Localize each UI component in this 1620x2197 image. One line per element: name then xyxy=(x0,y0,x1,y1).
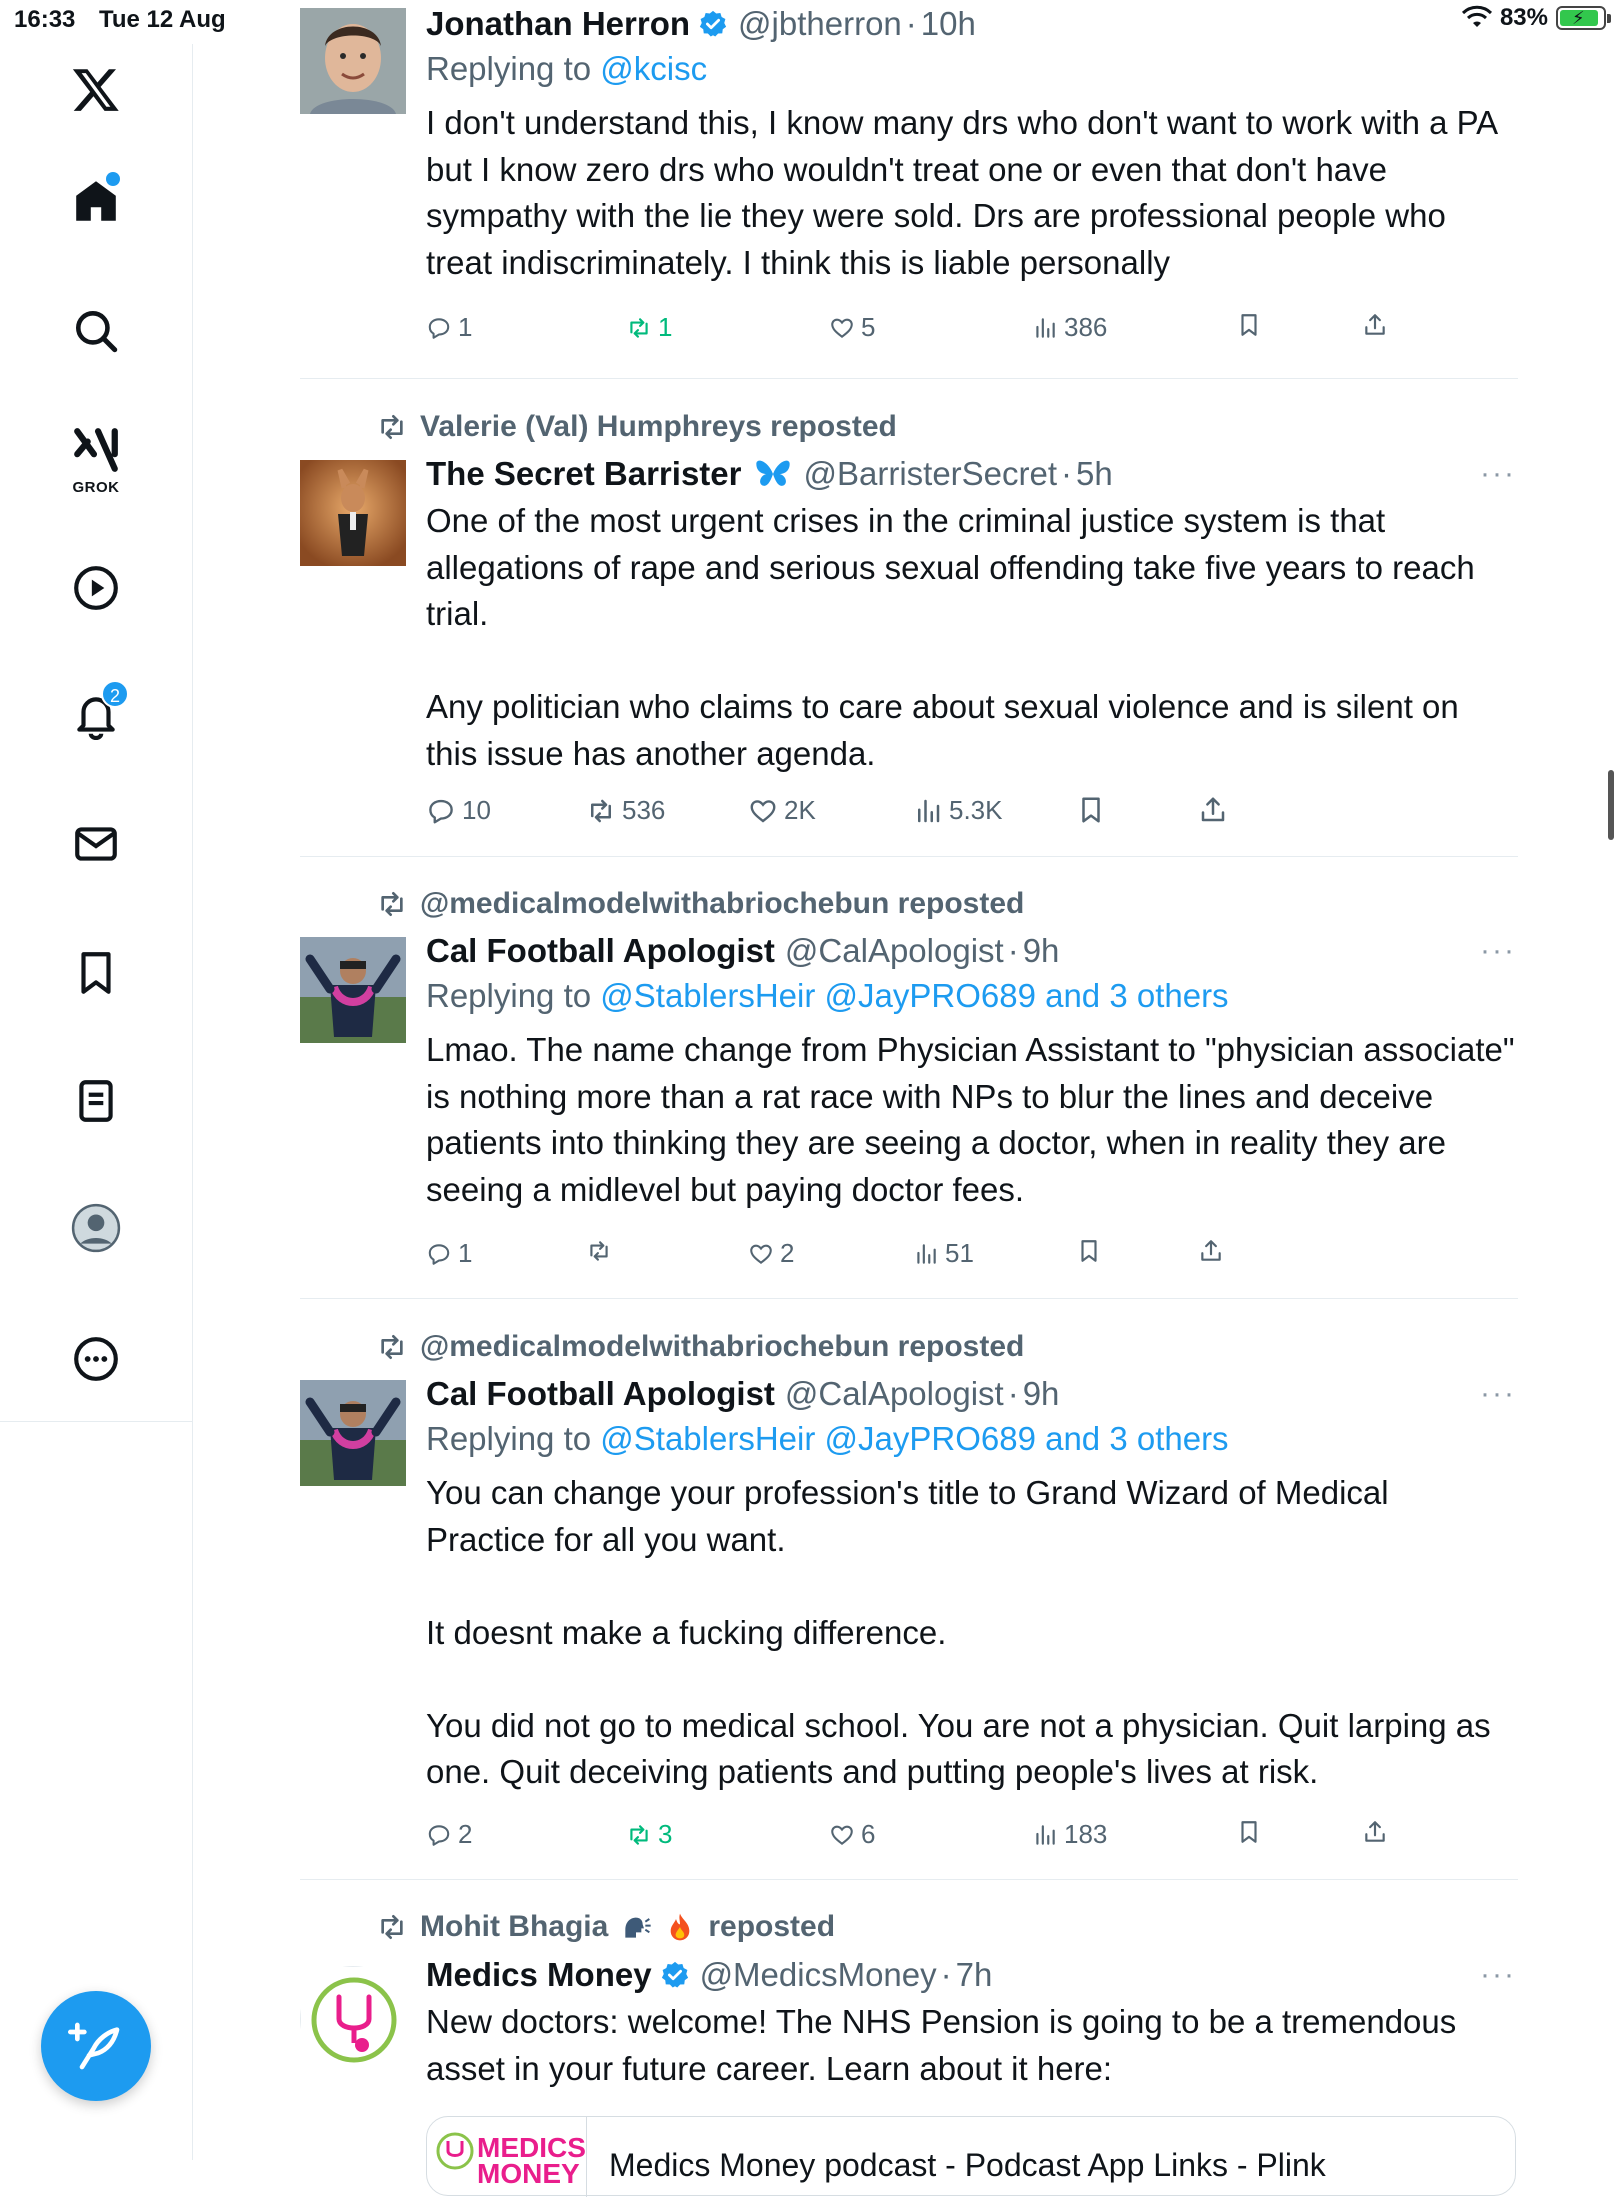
bookmark-icon xyxy=(1236,1819,1262,1845)
reply-button[interactable] xyxy=(426,1819,472,1850)
repost-by-text: @medicalmodelwithabriochebun reposted xyxy=(420,1330,1025,1363)
views-count: 183 xyxy=(1064,1819,1108,1849)
link-preview-title: Medics Money podcast - Podcast App Links - Plink xyxy=(609,2147,1326,2183)
share-button[interactable] xyxy=(1362,1819,1388,1845)
scrollbar[interactable] xyxy=(1608,770,1614,840)
nav-profile[interactable] xyxy=(57,1189,135,1267)
dot-separator: · xyxy=(940,1956,952,1993)
author-handle[interactable]: @CalApologist xyxy=(784,932,1004,969)
nav-search[interactable] xyxy=(57,292,135,370)
repost-count: 1 xyxy=(658,312,673,342)
dot-separator: · xyxy=(1007,1375,1019,1412)
nav-home[interactable] xyxy=(57,162,135,240)
x-logo-button[interactable] xyxy=(57,50,135,128)
nav-messages[interactable] xyxy=(57,805,135,883)
avatar[interactable] xyxy=(300,8,406,114)
search-icon xyxy=(71,306,121,356)
tweet-divider xyxy=(300,856,1518,857)
sidebar-divider xyxy=(192,1422,193,2160)
repost-button[interactable] xyxy=(586,1238,618,1264)
post-time[interactable]: 9h xyxy=(1022,1375,1060,1412)
repost-by-text: Valerie (Val) Humphreys reposted xyxy=(420,410,897,443)
replying-prefix: Replying to xyxy=(426,977,601,1014)
more-options-button[interactable]: ··· xyxy=(1480,1377,1516,1410)
tweet-text: Lmao. The name change from Physician Assistant to "physician associate" is nothing more than a rat race with NPs to blur the lines and deceive patients into thinking they are seeing a doctor, when in reality they are seeing a midlevel but paying doctor fees. xyxy=(426,1031,1524,1208)
avatar-cal-football-apologist xyxy=(300,1380,406,1486)
list-icon xyxy=(71,1076,121,1126)
views-button[interactable] xyxy=(1032,1819,1107,1850)
reply-icon xyxy=(426,315,452,341)
bookmark-icon xyxy=(71,948,121,998)
nav-notifications[interactable] xyxy=(57,676,135,754)
nav-bookmarks[interactable] xyxy=(57,934,135,1012)
nav-grok[interactable] xyxy=(57,418,135,504)
repost-button[interactable] xyxy=(626,312,672,343)
share-icon xyxy=(1198,1238,1224,1264)
grok-label: GROK xyxy=(72,479,120,496)
reply-button[interactable] xyxy=(426,1238,472,1269)
views-button[interactable] xyxy=(913,1238,974,1269)
tweet-divider xyxy=(300,1879,1518,1880)
play-icon xyxy=(71,563,121,613)
share-button[interactable] xyxy=(1362,312,1388,338)
link-preview-thumbnail xyxy=(427,2117,587,2197)
butterfly-icon xyxy=(753,457,793,491)
post-time[interactable]: 7h xyxy=(955,1956,993,1993)
more-circle-icon xyxy=(71,1334,121,1384)
tweet-divider xyxy=(300,378,1518,379)
dot-separator: · xyxy=(1007,932,1019,969)
tweet-actions xyxy=(426,1238,1426,1278)
heart-icon xyxy=(829,1822,855,1848)
author-name[interactable]: The Secret Barrister xyxy=(426,455,742,492)
views-count: 386 xyxy=(1064,312,1108,342)
like-button[interactable] xyxy=(829,1819,875,1850)
repost-button[interactable] xyxy=(586,795,665,826)
author-name[interactable]: Cal Football Apologist xyxy=(426,932,775,969)
nav-video[interactable] xyxy=(57,549,135,627)
views-chart-icon xyxy=(913,1241,939,1267)
views-chart-icon xyxy=(1032,315,1058,341)
repost-icon xyxy=(376,888,408,920)
nav-lists[interactable] xyxy=(57,1062,135,1140)
views-count: 51 xyxy=(945,1238,974,1268)
tweet-text: You can change your profession's title to Grand Wizard of Medical Practice for all you want. It doesnt make a fucking difference. You did not go to medical school. You are not a physician. Quit larping as one. Quit deceiving patients and putting people's lives at risk. xyxy=(426,1474,1491,1790)
avatar-cal-football-apologist xyxy=(300,937,406,1043)
repost-context[interactable] xyxy=(376,1330,1024,1364)
author-name[interactable]: Cal Football Apologist xyxy=(426,1375,775,1412)
repost-count: 3 xyxy=(658,1819,673,1849)
like-button[interactable] xyxy=(829,312,875,343)
battery-percent: 83% xyxy=(1499,4,1548,31)
tweet-actions xyxy=(426,312,1426,352)
views-chart-icon xyxy=(1032,1822,1058,1848)
reply-icon xyxy=(426,796,456,826)
repost-icon xyxy=(586,1238,612,1264)
x-logo-icon xyxy=(71,64,121,114)
tweet-4[interactable] xyxy=(426,1374,1516,1796)
bookmark-icon xyxy=(1076,1238,1102,1264)
dot-separator: · xyxy=(1061,455,1073,492)
like-count: 6 xyxy=(861,1819,876,1849)
avatar-medics-money xyxy=(301,1967,407,2073)
tweet-2[interactable] xyxy=(426,454,1516,777)
bookmark-icon xyxy=(1076,795,1106,825)
tweet-text: One of the most urgent crises in the criminal justice system is that allegations of rape and serious sexual offending take five years to reach trial. Any politician who claims to care about sexual violence and is silent on this issue has another agenda. xyxy=(426,502,1475,772)
tweet-actions xyxy=(426,795,1426,835)
compose-feather-icon xyxy=(68,2018,124,2074)
repost-icon xyxy=(626,1822,652,1848)
battery-icon: ⚡ xyxy=(1556,6,1606,30)
avatar-jonathan-herron xyxy=(300,8,406,114)
post-time[interactable]: 10h xyxy=(920,5,976,42)
heart-icon xyxy=(829,315,855,341)
repost-by-text: @medicalmodelwithabriochebun reposted xyxy=(420,887,1025,920)
avatar[interactable] xyxy=(300,937,406,1043)
share-icon xyxy=(1198,795,1228,825)
repost-icon xyxy=(586,796,616,826)
repost-icon xyxy=(376,1331,408,1363)
heart-icon xyxy=(748,796,778,826)
repost-by-text: Mohit Bhagia xyxy=(420,1910,609,1943)
tweet-text: New doctors: welcome! The NHS Pension is going to be a tremendous asset in your future career. Learn about it here: xyxy=(426,2003,1466,2087)
repost-icon xyxy=(626,315,652,341)
views-button[interactable] xyxy=(913,795,1003,826)
share-icon xyxy=(1362,312,1388,338)
fire-emoji-icon xyxy=(664,1911,696,1943)
tweet-actions xyxy=(426,1819,1426,1859)
views-count: 5.3K xyxy=(949,795,1003,825)
replying-to xyxy=(426,971,1516,1021)
repost-count: 536 xyxy=(622,795,666,825)
replying-to-link[interactable]: @kcisc xyxy=(600,50,708,87)
author-name[interactable]: Medics Money xyxy=(426,1956,652,1993)
replying-to-link[interactable]: @StablersHeir @JayPRO689 and 3 others xyxy=(600,977,1229,1014)
notification-badge: 2 xyxy=(101,680,129,708)
replying-to-link[interactable]: @StablersHeir @JayPRO689 and 3 others xyxy=(600,1420,1229,1457)
status-time: 16:33 xyxy=(14,6,76,33)
compose-post-button[interactable] xyxy=(41,1991,151,2101)
share-button[interactable] xyxy=(1198,795,1228,825)
tweet-header xyxy=(426,1374,1516,1414)
grok-icon xyxy=(71,425,121,475)
reply-count: 1 xyxy=(458,312,473,342)
post-time[interactable]: 9h xyxy=(1022,932,1060,969)
home-notification-dot xyxy=(106,172,120,186)
views-button[interactable] xyxy=(1032,312,1107,343)
tweet-5[interactable] xyxy=(426,1955,1516,2092)
bookmark-button[interactable] xyxy=(1236,1819,1262,1845)
tweet-header xyxy=(426,931,1516,971)
views-chart-icon xyxy=(913,796,943,826)
medics-money-logo-icon xyxy=(435,2131,475,2171)
speaking-head-emoji-icon xyxy=(620,1911,652,1943)
author-handle[interactable]: @jbtherron xyxy=(738,5,902,42)
status-date: Tue 12 Aug xyxy=(99,6,226,33)
mail-icon xyxy=(71,819,121,869)
bookmark-icon xyxy=(1236,312,1262,338)
like-button[interactable] xyxy=(748,1238,794,1269)
reply-count: 1 xyxy=(458,1238,473,1268)
tweet-header xyxy=(426,454,1516,494)
repost-icon xyxy=(376,1911,408,1943)
avatar[interactable] xyxy=(300,1380,406,1486)
replying-to xyxy=(426,1414,1516,1464)
bookmark-button[interactable] xyxy=(1076,795,1106,825)
verified-icon xyxy=(660,1960,690,1990)
replying-prefix: Replying to xyxy=(426,50,601,87)
tweet-divider xyxy=(300,1298,1518,1299)
nav-more[interactable] xyxy=(57,1320,135,1398)
profile-avatar-icon xyxy=(71,1203,121,1253)
reply-icon xyxy=(426,1241,452,1267)
share-icon xyxy=(1362,1819,1388,1845)
like-count: 5 xyxy=(861,312,876,342)
like-count: 2K xyxy=(784,795,816,825)
avatar[interactable] xyxy=(300,1966,406,2072)
tweet-header xyxy=(426,1955,1516,1995)
reply-count: 2 xyxy=(458,1819,473,1849)
author-handle[interactable]: @BarristerSecret xyxy=(803,455,1058,492)
tweet-1[interactable] xyxy=(426,4,1516,286)
reply-icon xyxy=(426,1822,452,1848)
repost-context[interactable] xyxy=(376,410,897,444)
heart-icon xyxy=(748,1241,774,1267)
repost-button[interactable] xyxy=(626,1819,672,1850)
replying-to xyxy=(426,44,1516,94)
replying-prefix: Replying to xyxy=(426,1420,601,1457)
author-name[interactable]: Jonathan Herron xyxy=(426,5,691,42)
more-options-button[interactable]: ··· xyxy=(1480,934,1516,967)
avatar-secret-barrister xyxy=(300,460,406,566)
reply-button[interactable] xyxy=(426,312,472,343)
post-time[interactable]: 5h xyxy=(1076,455,1113,492)
avatar[interactable] xyxy=(300,460,406,566)
dot-separator: · xyxy=(905,5,917,42)
repost-context[interactable] xyxy=(376,887,1024,921)
author-handle[interactable]: @MedicsMoney xyxy=(699,1956,937,1993)
bookmark-button[interactable] xyxy=(1076,1238,1102,1264)
repost-icon xyxy=(376,411,408,443)
repost-context[interactable] xyxy=(376,1910,835,1944)
like-count: 2 xyxy=(780,1238,795,1268)
author-handle[interactable]: @CalApologist xyxy=(784,1375,1004,1412)
tweet-text: I don't understand this, I know many drs who don't want to work with a PA but I know zero drs who wouldn't treat one or even that don't have sympathy with the lie they were sold. Drs are professional people who treat indiscriminately. I think this is liable personally xyxy=(426,104,1506,281)
repost-suffix-text: reposted xyxy=(708,1910,836,1943)
like-button[interactable] xyxy=(748,795,816,826)
reply-button[interactable] xyxy=(426,795,491,826)
more-options-button[interactable]: ··· xyxy=(1480,457,1516,490)
bookmark-button[interactable] xyxy=(1236,312,1262,338)
share-button[interactable] xyxy=(1198,1238,1224,1264)
reply-count: 10 xyxy=(462,795,491,825)
link-preview-card[interactable] xyxy=(426,2116,1516,2196)
more-options-button[interactable]: ··· xyxy=(1480,1958,1516,1991)
verified-icon xyxy=(698,9,728,39)
link-preview-brand: MEDICS MONEY xyxy=(477,2132,586,2189)
tweet-header xyxy=(426,4,1516,44)
tweet-3[interactable] xyxy=(426,931,1524,1213)
